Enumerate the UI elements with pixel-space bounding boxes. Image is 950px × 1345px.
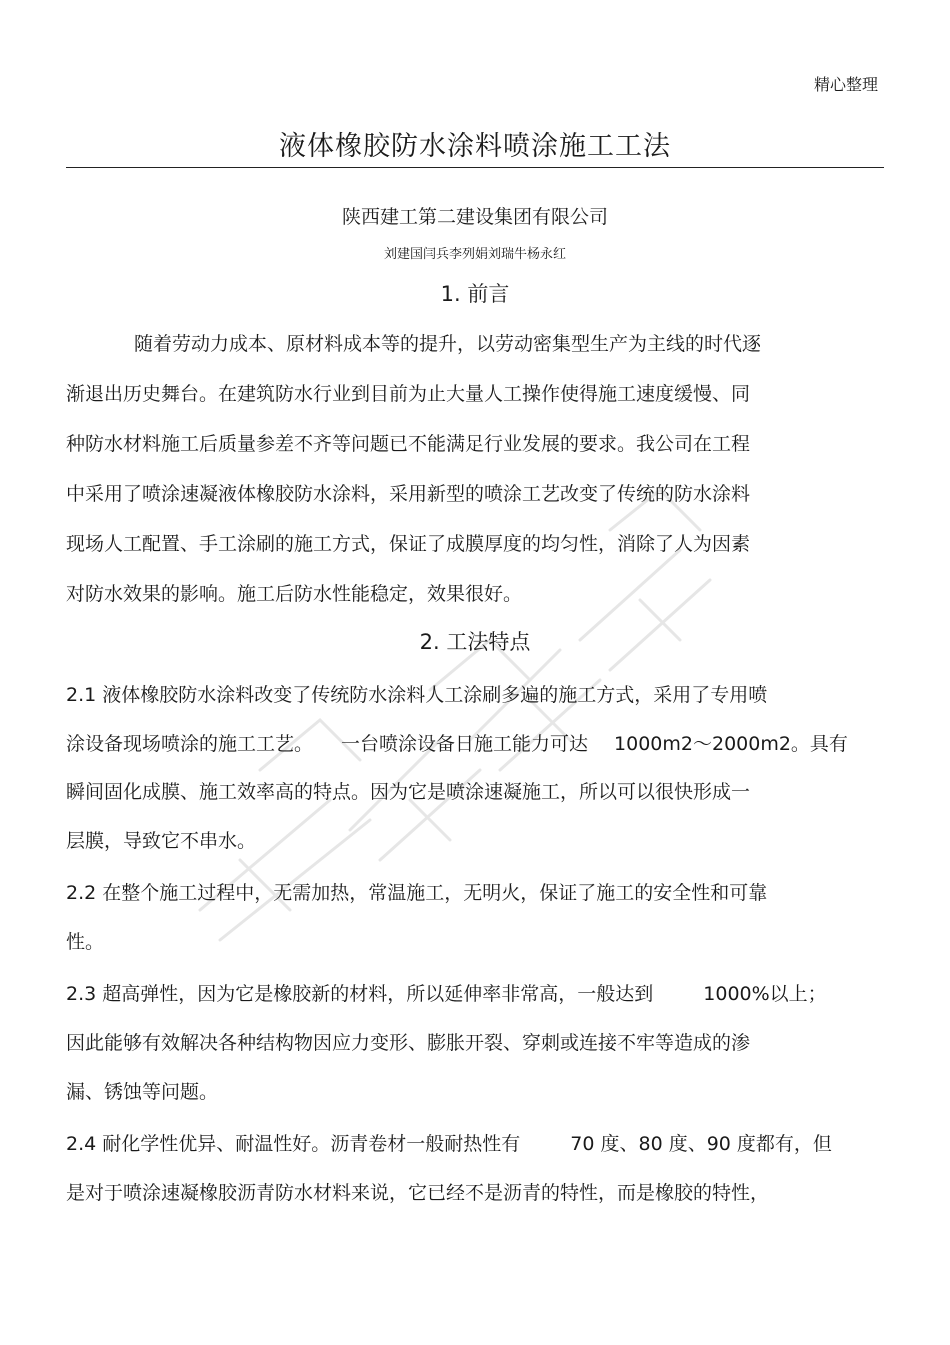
line-segment: 2.4 耐化学性优异、耐温性好。沥青卷材一般耐热性有 bbox=[66, 1133, 521, 1155]
paragraph-line: 性。 bbox=[66, 931, 105, 953]
line-segment: 涂设备现场喷涂的施工工艺。 bbox=[66, 733, 314, 755]
section-heading-features: 2. 工法特点 bbox=[419, 630, 531, 654]
paragraph-line: 渐退出历史舞台。在建筑防水行业到目前为止大量人工操作使得施工速度缓慢、同 bbox=[66, 383, 751, 405]
organization: 陕西建工第二建设集团有限公司 bbox=[341, 206, 608, 228]
paragraph-line: 漏、锈蚀等问题。 bbox=[66, 1081, 219, 1103]
paragraph-line: 中采用了喷涂速凝液体橡胶防水涂料，采用新型的喷涂工艺改变了传统的防水涂料 bbox=[66, 483, 751, 505]
paragraph-line: 随着劳动力成本、原材料成本等的提升，以劳动密集型生产为主线的时代逐 bbox=[134, 333, 762, 355]
line-segment: 1000%以上； bbox=[703, 983, 827, 1005]
paragraph-line: 对防水效果的影响。施工后防水性能稳定，效果很好。 bbox=[66, 583, 523, 605]
paragraph-line bbox=[66, 1129, 832, 1156]
paragraph-line: 因此能够有效解决各种结构物因应力变形、膨胀开裂、穿刺或连接不牢等造成的渗 bbox=[66, 1032, 751, 1054]
paragraph-line: 现场人工配置、手工涂刷的施工方式，保证了成膜厚度的均匀性，消除了人为因素 bbox=[66, 533, 751, 555]
header-note: 精心整理 bbox=[813, 75, 878, 94]
paragraph-line: 种防水材料施工后质量参差不齐等问题已不能满足行业发展的要求。我公司在工程 bbox=[66, 433, 751, 455]
section-heading-preface: 1. 前言 bbox=[440, 282, 510, 306]
authors: 刘建国闫兵李列娟刘瑞牛杨永红 bbox=[383, 247, 566, 262]
line-segment: 70 度、80 度、90 度都有，但 bbox=[570, 1133, 832, 1155]
line-segment: 2.3 超高弹性，因为它是橡胶新的材料，所以延伸率非常高，一般达到 bbox=[66, 983, 654, 1005]
line-segment: 1000m2～2000m2。具有 bbox=[614, 733, 848, 755]
paragraph-line bbox=[66, 979, 827, 1006]
line-segment: 一台喷涂设备日施工能力可达 bbox=[341, 733, 589, 755]
document-title: 液体橡胶防水涂料喷涂施工工法 bbox=[279, 131, 671, 162]
paragraph-line: 是对于喷涂速凝橡胶沥青防水材料来说，它已经不是沥青的特性，而是橡胶的特性， bbox=[66, 1182, 770, 1204]
paragraph-line: 层膜，导致它不串水。 bbox=[66, 830, 257, 852]
title-divider bbox=[66, 167, 884, 168]
paragraph-line: 2.2 在整个施工过程中，无需加热，常温施工，无明火，保证了施工的安全性和可靠 bbox=[66, 882, 768, 904]
paragraph-line: 瞬间固化成膜、施工效率高的特点。因为它是喷涂速凝施工，所以可以很快形成一 bbox=[66, 781, 751, 803]
paragraph-line: 2.1 液体橡胶防水涂料改变了传统防水涂料人工涂刷多遍的施工方式，采用了专用喷 bbox=[66, 684, 768, 706]
paragraph-line bbox=[66, 729, 848, 756]
